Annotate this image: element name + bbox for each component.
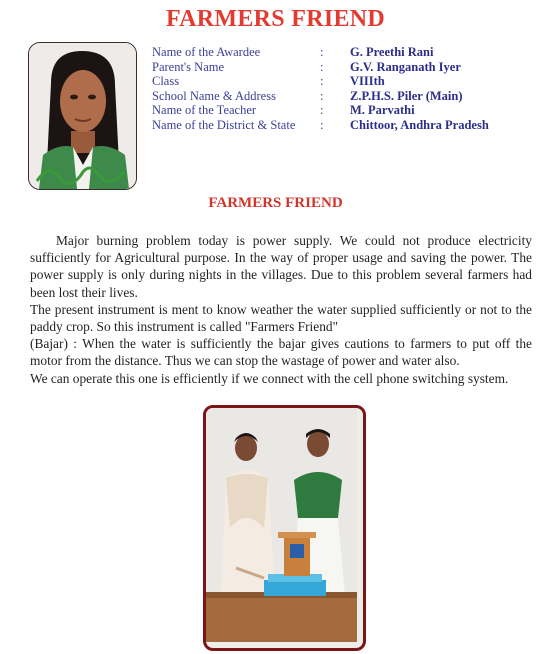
detail-label: Class	[152, 74, 180, 89]
detail-colon: :	[320, 117, 324, 132]
project-photo	[203, 405, 366, 651]
detail-value: G.V. Ranganath Iyer	[350, 59, 461, 74]
awardee-details	[152, 45, 532, 133]
awardee-portrait-image	[29, 43, 136, 189]
section-title: FARMERS FRIEND	[208, 195, 343, 211]
paragraph: The present instrument is ment to know weather the water supplied sufficiently or not to the paddy crop. So this instrument is called "Farmers Friend"	[30, 301, 532, 335]
project-description	[30, 232, 532, 387]
detail-row-class	[152, 74, 532, 89]
detail-label: School Name & Address	[152, 88, 276, 103]
detail-row-teacher	[152, 103, 532, 118]
detail-colon: :	[320, 103, 324, 118]
detail-row-school	[152, 89, 532, 104]
detail-label: Name of the Awardee	[152, 45, 261, 59]
page-title: FARMERS FRIEND	[165, 6, 386, 32]
detail-value: Chittoor, Andhra Pradesh	[350, 117, 489, 132]
detail-value: G. Preethi Rani	[350, 45, 434, 59]
detail-colon: :	[320, 45, 324, 59]
detail-row-parent	[152, 60, 532, 75]
paragraph: Major burning problem today is power supply. We could not produce electricity sufficiently for Agricultural purpose. In the way of proper usage and saving the power. The power supply is only during nights in the villages. Due to this problem several farmers had been lost their lives.	[30, 233, 532, 300]
paragraph: (Bajar) : When the water is sufficiently the bajar gives cautions to farmers to put off the motor from the distance. Thus we can stop the wastage of power and water also.	[30, 336, 532, 369]
detail-value: VIIIth	[350, 74, 385, 89]
detail-value: Z.P.H.S. Piler (Main)	[350, 88, 463, 103]
detail-colon: :	[320, 74, 324, 89]
detail-colon: :	[320, 88, 324, 103]
detail-colon: :	[320, 59, 324, 74]
detail-label: Parent's Name	[152, 59, 225, 74]
detail-label: Name of the District & State	[152, 117, 296, 132]
detail-value: M. Parvathi	[350, 103, 415, 118]
project-photo-image	[206, 408, 357, 642]
awardee-portrait	[28, 42, 137, 190]
paragraph: We can operate this one is efficiently if we connect with the cell phone switching system.	[30, 370, 509, 386]
detail-row-awardee	[152, 45, 532, 60]
detail-label: Name of the Teacher	[152, 103, 257, 118]
detail-row-district	[152, 118, 532, 133]
